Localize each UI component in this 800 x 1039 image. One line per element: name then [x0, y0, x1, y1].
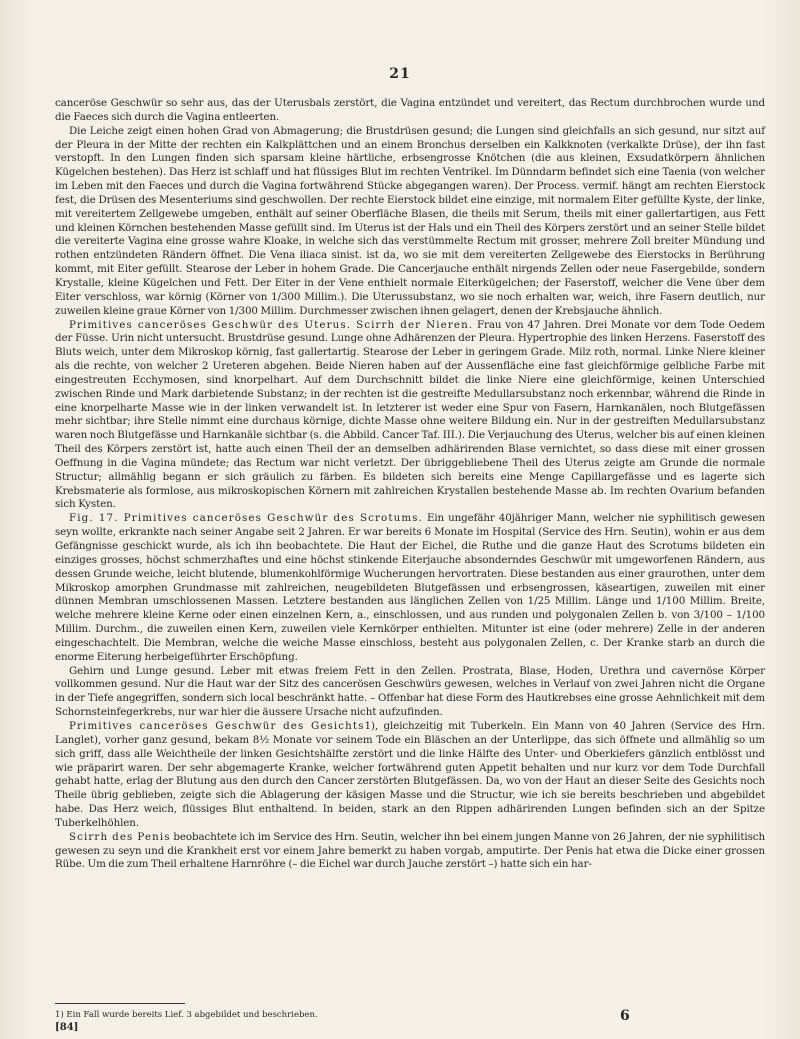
- paragraph: Primitives canceröses Geschwür des Gesichts1), gleichzeitig mit Tuberkeln. Ein Mann von 40 Jahren (Service des Hrn. Langlet), vorher ganz gesund, bekam 8½ Monate vor seinem Tode ein Bläschen an der Unterlippe, das sich öffnete und allmählig so um sich griff, dass alle Weichtheile der linken Gesichtshälfte zerstört und die linke Hälfte des Unter- und Oberkiefers gänzlich entblösst und wie präparirt waren. Der sehr abgemagerte Kranke, welcher fortwährend guten Appetit behalten und nur kurz vor dem Tode Durchfall gehabt hatte, erlag der Blutung aus den durch den Cancer zerstörten Blutgefässen. Da, wo von der Haut an dieser Seite des Gesichts noch Theile übrig geblieben, zeigte sich die Ablagerung der käsigen Masse und die Structur, wie ich sie bereits beschrieben und abgebildet habe. Das Herz weich, flüssiges Blut enthaltend. In beiden, stark an den Rippen adhärirenden Lungen befinden sich an der Spitze Tuberkelhöhlen.: [55, 719, 765, 829]
- case-heading: Primitives canceröses Geschwür des Uterus. Scirrh der Nieren.: [69, 318, 474, 331]
- signature-mark: 6: [620, 1008, 630, 1024]
- paragraph: Scirrh des Penis beobachtete ich im Service des Hrn. Seutin, welcher ihn bei einem jungen Manne von 26 Jahren, der nie syphilitisch gewesen zu seyn und die Krankheit erst vor einem Jahre bemerkt zu haben vorgab, amputirte. Der Penis hat etwa die Dicke einer grossen Rübe. Um die zum Theil erhaltene Harnröhre (– die Eichel war durch Jauche zerstört –) hatte sich ein har-: [55, 830, 765, 871]
- case-heading: Fig. 17. Primitives canceröses Geschwür des Scrotums.: [69, 512, 423, 525]
- page-number: 21: [389, 66, 411, 82]
- paragraph: canceröse Geschwür so sehr aus, das der Uterusbals zerstört, die Vagina entzündet und vereitert, das Rectum durchbrochen wurde und die Faeces sich durch die Vagina entleerten.: [55, 97, 765, 123]
- footnote: 1) Ein Fall wurde bereits Lief. 3 abgebildet und beschrieben.: [55, 1010, 318, 1020]
- paragraph: Gehirn und Lunge gesund. Leber mit etwas freiem Fett in den Zellen. Prostrata, Blase, Hoden, Urethra und cavernöse Körper vollkommen gesund. Nur die Haut war der Sitz des cancerösen Geschwürs gewesen, welches in Verlauf von zwei Jahren nicht die Organe in der Tiefe angegriffen, sondern sich local beschränkt hatte. – Offenbar hat diese Form des Hautkrebses eine grosse Aehnlichkeit mit dem Schornsteinfegerkrebs, nur war hier die äussere Ursache nicht aufzufinden.: [55, 664, 765, 719]
- paragraph: Primitives canceröses Geschwür des Uterus. Scirrh der Nieren. Frau von 47 Jahren. Drei Monate vor dem Tode Oedem der Füsse. Urin nicht untersucht. Brustdrüse gesund. Lunge ohne Adhärenzen der Pleura. Hypertrophie des linken Herzens. Faserstoff des Bluts weich, unter dem Mikroskop körnig, fast gallertartig. Stearose der Leber in geringem Grade. Milz roth, normal. Linke Niere kleiner als die rechte, von welcher 2 Ureteren abgehen. Beide Nieren haben auf der Aussenfläche eine fast gleichförmige gelbliche Farbe mit eingestreuten Ecchymosen, sind knorpelhart. Auf dem Durchschnitt bildet die linke Niere eine gleichförmige, keinen Unterschied zwischen Rinde und Mark darbietende Substanz; in der rechten ist die gestreifte Medullarsubstanz noch erkennbar, während die Rinde in eine knorpelharte Masse wie in der linken verwandelt ist. In letzterer ist weder eine Spur von Fasern, Harnkanälen, noch Blutgefässen mehr sichtbar; ihre Stelle nimmt eine durchaus körnige, dichte Masse ohne weitere Bildung ein. Nur in der gestreiften Medullarsubstanz waren noch Blutgefässe und Harnkanäle sichtbar (s. die Abbild. Cancer Taf. III.). Die Verjauchung des Uterus, welcher bis auf einen kleinen Theil des Körpers zerstört ist, hatte auch einen Theil der an demselben adhärirenden Blase vernichtet, so dass diese mit einer grossen Oeffnung in die Vagina mündete; das Rectum war nicht verletzt. Der übriggebliebene Theil des Uterus zeigte am Grunde die normale Structur; allmählig begann er sich gräulich zu färben. Es bildeten sich bereits eine Menge Capillargefässe und es lagerte sich Krebsmaterie als formlose, aus mikroskopischen Körnern mit zahlreichen Krystallen bestehende Masse ab. Im rechten Ovarium befanden sich Kysten.: [55, 318, 765, 511]
- footnote-divider: [55, 1003, 185, 1004]
- paragraph: Fig. 17. Primitives canceröses Geschwür des Scrotums. Ein ungefähr 40jähriger Mann, welcher nie syphilitisch gewesen seyn wollte, erkrankte nach seiner Angabe seit 2 Jahren. Er war bereits 6 Monate im Hospital (Service des Hrn. Seutin), wohin er aus dem Gefängnisse geschickt wurde, als ich ihn beobachtete. Die Haut der Eichel, die Ruthe und die ganze Haut des Scrotums bildeten ein einziges grosses, höchst schmerzhaftes und eine höchst stinkende Eiterjauche absonderndes Geschwür mit umgeworfenen Rändern, aus dessen Grunde weiche, leicht blutende, blumenkohlförmige Wucherungen hervortraten. Diese bestanden aus einer graurothen, unter dem Mikroskop amorphen Grundmasse mit zahlreichen, neugebildeten Blutgefässen und erbsengrossen, käseartigen, zuweilen mit einer dünnen Membran umschlossenen Massen. Letztere bestanden aus länglichen Zellen von 1/25 Millim. Länge und 1/100 Millim. Breite, welche mehrere kleine Kerne oder einen einzelnen Kern, a., einschlossen, und aus runden und polygonalen Zellen b. von 3/100 – 1/100 Millim. Durchm., die zuweilen einen Kern, zuweilen viele Kernkörper enthielten. Mitunter ist eine (oder mehrere) Zelle in der anderen eingeschachtelt. Die Membran, welche die weiche Masse einschloss, besteht aus polygonalen Zellen, c. Der Kranke starb an durch die enorme Eiterung herbeigeführter Erschöpfung.: [55, 512, 765, 663]
- case-heading: Primitives canceröses Geschwür des Gesichts: [69, 719, 365, 732]
- case-heading: Scirrh des Penis: [69, 830, 171, 843]
- page-reference: [84]: [55, 1022, 79, 1033]
- paragraph: Die Leiche zeigt einen hohen Grad von Abmagerung; die Brustdrüsen gesund; die Lungen sind gleichfalls an sich gesund, nur sitzt auf der Pleura in der Mitte der rechten ein Kalkplättchen und an einem Bronchus derselben ein Kalkknoten (verkalkte Drüse), der ihn fast verstopft. In den Lungen finden sich sparsam kleine härtliche, erbsengrosse Knötchen (die aus kleinen, Exsudatkörpern ähnlichen Kügelchen bestehen). Das Herz ist schlaff und hat flüssiges Blut im rechten Ventrikel. Im Dünndarm befindet sich eine Taenia (von welcher im Leben mit den Faeces und durch die Vagina fortwährend Stücke abgegangen waren). Der Process. vermif. hängt am rechten Eierstock fest, die Drüsen des Mesenteriums sind geschwollen. Der rechte Eierstock bildet eine einzige, mit normalem Eiter gefüllte Kyste, der linke, mit vereitertem Zellgewebe umgeben, enthält auf seiner Oberfläche Blasen, die theils mit Serum, theils mit einer gallertartigen, aus Fett und kleinen Körnchen bestehenden Masse gefüllt sind. Im Uterus ist der Hals und ein Theil des Körpers zerstört und an seiner Stelle bildet die vereiterte Vagina eine grosse wahre Kloake, in welche sich das verstümmelte Rectum mit grosser, mehrere Zoll breiter Mündung und rothen entzündeten Rändern öffnet. Die Vena iliaca sinist. ist da, wo sie mit dem vereiterten Zellgewebe des Eierstocks in Berührung kommt, mit Eiter gefüllt. Stearose der Leber in hohem Grade. Die Cancerjauche enthält nirgends Zellen oder neue Fasergebilde, sondern Krystalle, kleine Kügelchen und Fett. Der Eiter in der Vene enthielt normale Eiterkügelchen; der Faserstoff, welcher die Vene über dem Eiter verschloss, war körnig (Körner von 1/300 Millim.). Die Uterussubstanz, wo sie noch erhalten war, weich, ihre Fasern deutlich, nur zuweilen kleine graue Körner von 1/300 Millim. Durchmesser zwischen ihnen gelagert, denen der Krebsjauche ähnlich.: [55, 124, 765, 317]
- body-text: [55, 97, 765, 872]
